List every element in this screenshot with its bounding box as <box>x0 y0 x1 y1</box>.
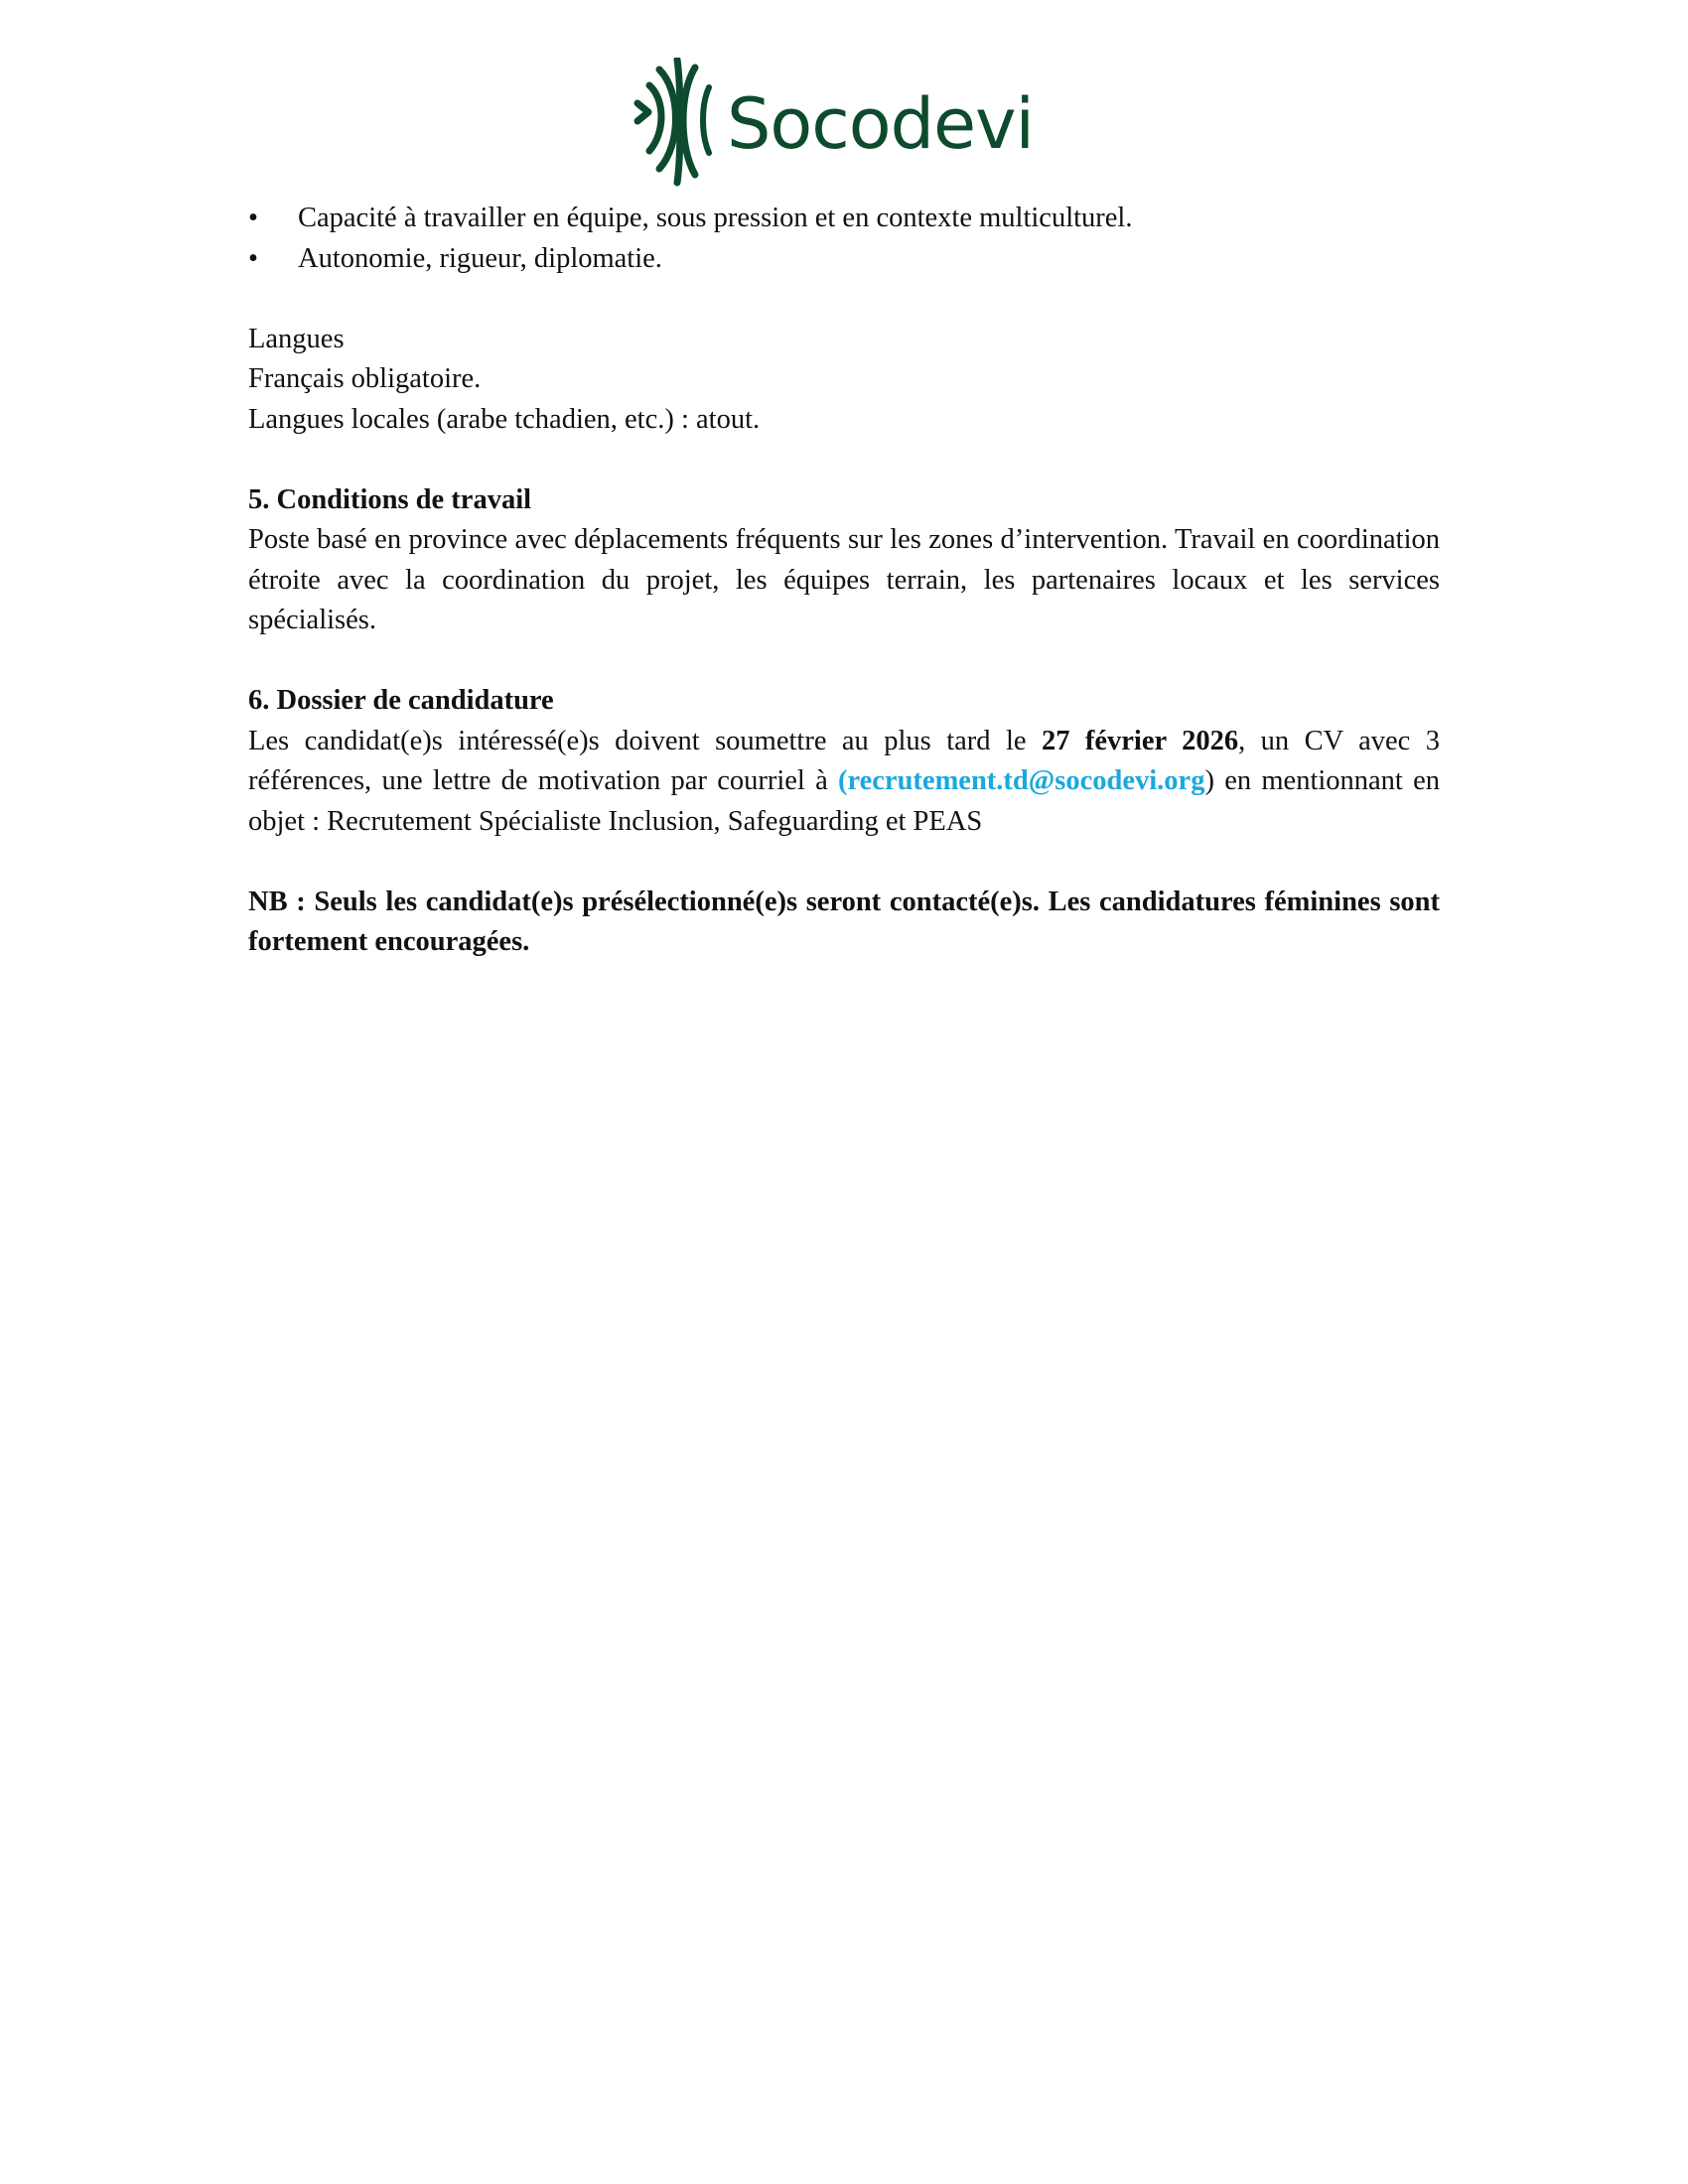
socodevi-logo <box>633 56 1034 189</box>
recruitment-email-link[interactable]: (recrutement.td@socodevi.org <box>838 765 1205 796</box>
section-5-heading: 5. Conditions de travail <box>248 483 532 515</box>
list-item-text: Capacité à travailler en équipe, sous pression et en contexte multiculturel. <box>298 203 1133 233</box>
languages-line-local: Langues locales (arabe tchadien, etc.) : atout. <box>248 403 761 435</box>
section-5-body: Poste basé en province avec déplacements fréquents sur les zones d’intervention. Travail en coordination étroite avec la coordination du projet, les équipes terrain, les partenaires locaux et les services spécialisés. <box>248 524 1440 635</box>
deadline-date: 27 février 2026 <box>1041 725 1239 756</box>
application-text-2: , un CV avec 3 références, une lettre de motivation par courriel à <box>248 725 1440 796</box>
list-item-text: Autonomie, rigueur, diplomatie. <box>298 242 662 274</box>
skills-list <box>248 199 1440 279</box>
languages-title: Langues <box>248 323 345 354</box>
logo-wordmark: Socodevi <box>727 83 1034 165</box>
list-item <box>248 239 1440 280</box>
list-item <box>248 199 1440 239</box>
application-text-3: ) en mentionnant en objet : Recrutement Spécialiste Inclusion, Safeguarding et PEAS <box>248 765 1441 837</box>
bullet-icon: • <box>248 242 258 274</box>
document-body <box>248 199 1440 963</box>
bullet-icon: • <box>248 203 258 233</box>
languages-line-french: Français obligatoire. <box>248 363 482 394</box>
socodevi-mark-icon <box>633 58 725 187</box>
section-6-heading: 6. Dossier de candidature <box>248 685 554 716</box>
section-6-body <box>248 722 1440 843</box>
note-text: NB : Seuls les candidat(e)s présélectionné(e)s seront contacté(e)s. Les candidatures féminines sont fortement encouragées. <box>248 886 1440 957</box>
application-text-1: Les candidat(e)s intéressé(e)s doivent soumettre au plus tard le <box>248 725 1042 756</box>
